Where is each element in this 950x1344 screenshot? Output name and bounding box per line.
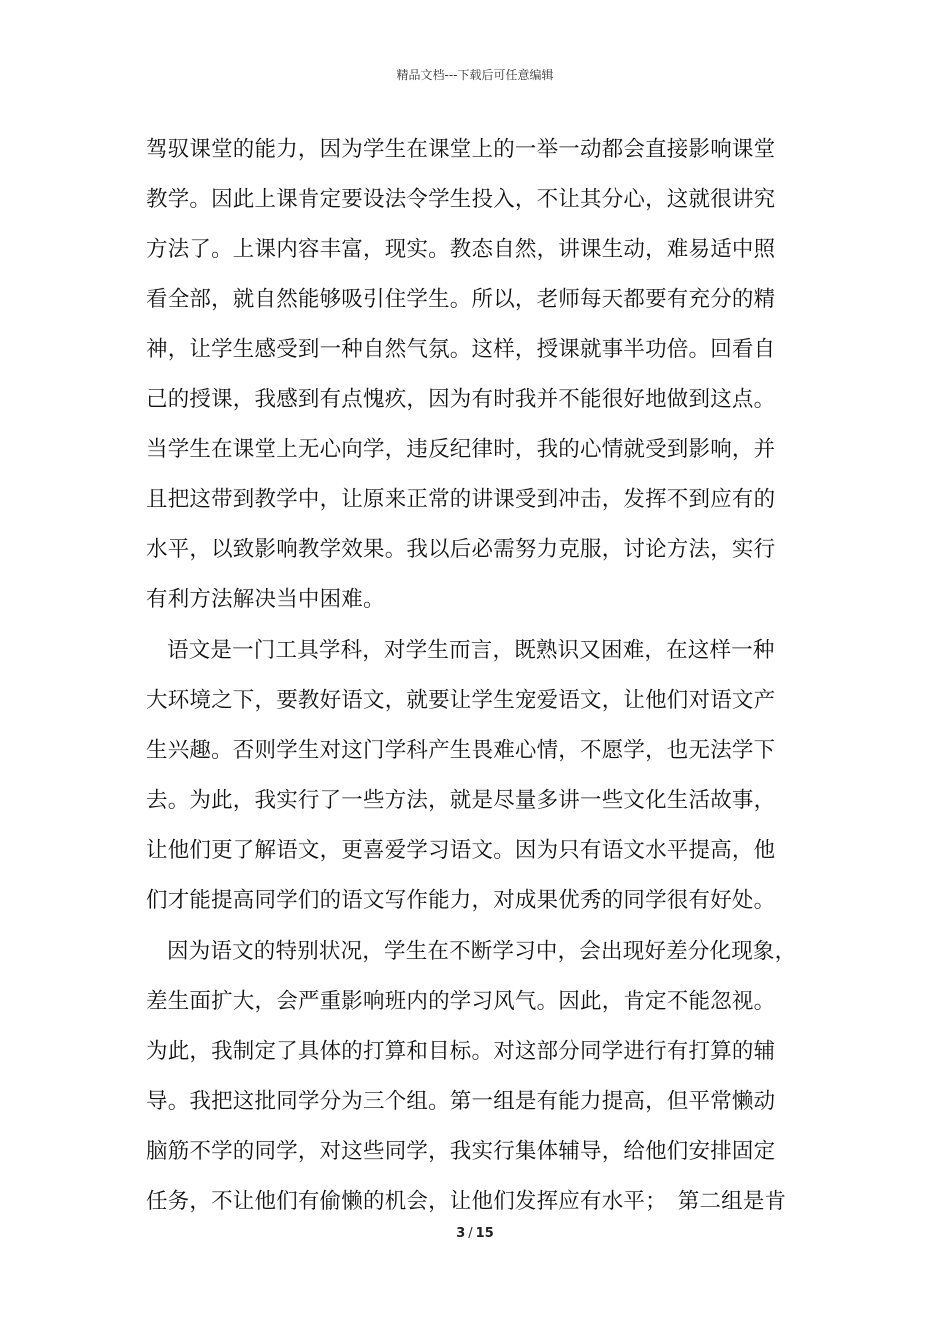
text-line: 神，让学生感受到一种自然气氛。这样，授课就事半功倍。回看自 xyxy=(146,337,776,362)
text-line: 水平，以致影响教学效果。我以后必需努力克服，讨论方法，实行 xyxy=(146,537,776,562)
paragraph-1 xyxy=(146,125,826,625)
paragraph-3 xyxy=(146,927,826,1227)
text-line: 脑筋不学的同学，对这些同学，我实行集体辅导，给他们安排固定 xyxy=(146,1139,776,1164)
paragraph-2 xyxy=(146,626,826,926)
text-line: 语文是一门工具学科，对学生而言，既熟识又困难，在这样一种 xyxy=(167,638,775,663)
page-number xyxy=(0,1226,950,1241)
text-line: 们才能提高同学们的语文写作能力，对成果优秀的同学很有好处。 xyxy=(146,888,776,913)
total-pages: 15 xyxy=(475,1226,494,1241)
text-line: 任务，不让他们有偷懒的机会，让他们发挥应有水平； 第二组是肯 xyxy=(146,1189,787,1214)
current-page: 3 xyxy=(456,1226,466,1241)
text-line: 教学。因此上课肯定要设法令学生投入，不让其分心，这就很讲究 xyxy=(146,187,776,212)
text-line: 导。我把这批同学分为三个组。第一组是有能力提高，但平常懒动 xyxy=(146,1089,776,1114)
text-line: 大环境之下，要教好语文，就要让学生宠爱语文，让他们对语文产 xyxy=(146,688,776,713)
text-line: 有利方法解决当中困难。 xyxy=(146,587,385,612)
header-text: 精品文档---下载后可任意编辑 xyxy=(396,68,554,82)
text-line: 差生面扩大，会严重影响班内的学习风气。因此，肯定不能忽视。 xyxy=(146,989,776,1014)
text-line: 驾驭课堂的能力，因为学生在课堂上的一举一动都会直接影响课堂 xyxy=(146,137,776,162)
text-line: 生兴趣。否则学生对这门学科产生畏难心情，不愿学，也无法学下 xyxy=(146,738,776,763)
page-separator: / xyxy=(468,1226,473,1241)
page-header xyxy=(0,66,950,83)
document-body xyxy=(146,125,826,1227)
text-line: 方法了。上课内容丰富，现实。教态自然，讲课生动，难易适中照 xyxy=(146,237,776,262)
text-line: 让他们更了解语文，更喜爱学习语文。因为只有语文水平提高，他 xyxy=(146,838,776,863)
text-line: 因为语文的特别状况，学生在不断学习中，会出现好差分化现象， xyxy=(167,939,797,964)
text-line: 看全部，就自然能够吸引住学生。所以，老师每天都要有充分的精 xyxy=(146,287,776,312)
text-line: 为此，我制定了具体的打算和目标。对这部分同学进行有打算的辅 xyxy=(146,1039,776,1064)
text-line: 当学生在课堂上无心向学，违反纪律时，我的心情就受到影响，并 xyxy=(146,437,776,462)
text-line: 且把这带到教学中，让原来正常的讲课受到冲击，发挥不到应有的 xyxy=(146,487,776,512)
text-line: 己的授课，我感到有点愧疚，因为有时我并不能很好地做到这点。 xyxy=(146,387,776,412)
text-line: 去。为此，我实行了一些方法，就是尽量多讲一些文化生活故事， xyxy=(146,788,776,813)
